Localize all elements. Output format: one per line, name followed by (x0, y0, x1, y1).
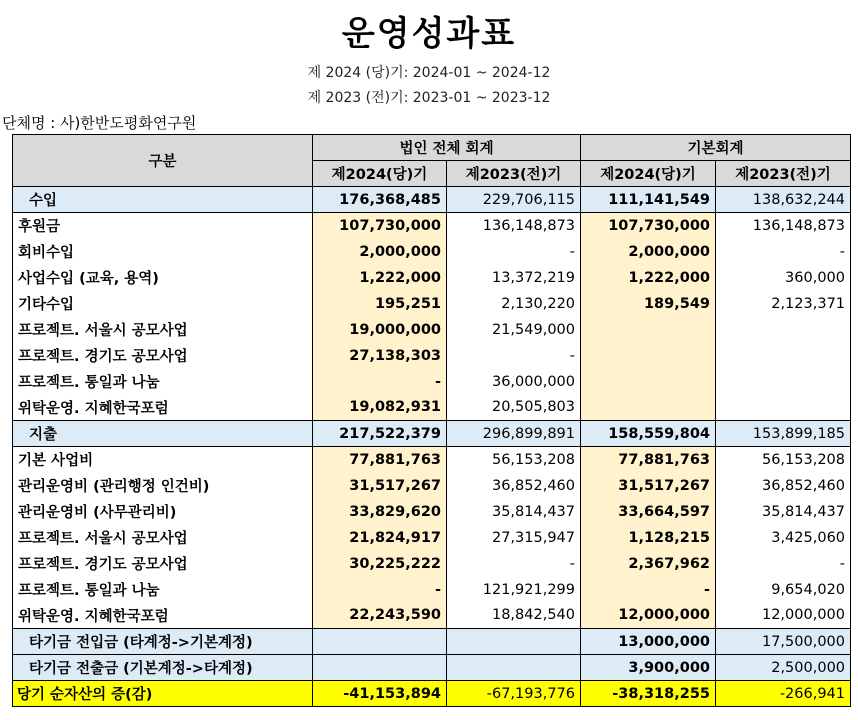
period-current: 제 2024 (당)기: 2024-01 ~ 2024-12 (307, 65, 551, 81)
cell-basic-previous: - (716, 239, 851, 265)
row-label: 프로젝트. 서울시 공모사업 (13, 525, 313, 551)
cell-total-previous: - (447, 343, 581, 369)
cell-total-previous: 296,899,891 (447, 421, 581, 447)
cell-total-previous: 21,549,000 (447, 317, 581, 343)
cell-total-current: 77,881,763 (313, 447, 447, 473)
cell-basic-previous: 153,899,185 (716, 421, 851, 447)
cell-basic-current (581, 395, 716, 421)
cell-total-previous: 36,852,460 (447, 473, 581, 499)
cell-total-current: 30,225,222 (313, 551, 447, 577)
cell-total-current (313, 655, 447, 681)
cell-total-current: 31,517,267 (313, 473, 447, 499)
cell-basic-previous: - (716, 551, 851, 577)
cell-total-previous: 36,000,000 (447, 369, 581, 395)
cell-total-previous: 27,315,947 (447, 525, 581, 551)
cell-total-previous: 35,814,437 (447, 499, 581, 525)
report-title: 운영성과표 (341, 14, 517, 54)
row-label: 위탁운영. 지혜한국포럼 (13, 603, 313, 629)
cell-basic-previous: 56,153,208 (716, 447, 851, 473)
cell-basic-current: -38,318,255 (581, 681, 716, 707)
table-row (13, 395, 851, 421)
table-row (13, 603, 851, 629)
transfer-row (13, 629, 851, 655)
period-previous: 제 2023 (전)기: 2023-01 ~ 2023-12 (307, 90, 551, 106)
cell-basic-previous (716, 343, 851, 369)
cell-total-current: 27,138,303 (313, 343, 447, 369)
header-group-basic: 기본회계 (581, 135, 851, 161)
cell-basic-current: 111,141,549 (581, 187, 716, 213)
row-label: 프로젝트. 통일과 나눔 (13, 369, 313, 395)
cell-total-current: 22,243,590 (313, 603, 447, 629)
operating-results-table (12, 134, 851, 707)
cell-total-previous: - (447, 551, 581, 577)
cell-basic-previous (716, 317, 851, 343)
cell-basic-current: 158,559,804 (581, 421, 716, 447)
row-label: 프로젝트. 경기도 공모사업 (13, 343, 313, 369)
row-label: 프로젝트. 서울시 공모사업 (13, 317, 313, 343)
cell-total-current: 176,368,485 (313, 187, 447, 213)
cell-basic-current: 1,222,000 (581, 265, 716, 291)
cell-basic-previous: 9,654,020 (716, 577, 851, 603)
row-label: 기본 사업비 (13, 447, 313, 473)
row-label: 사업수입 (교육, 용역) (13, 265, 313, 291)
cell-basic-current: 107,730,000 (581, 213, 716, 239)
cell-basic-previous: -266,941 (716, 681, 851, 707)
cell-total-current: 19,082,931 (313, 395, 447, 421)
cell-basic-previous: 136,148,873 (716, 213, 851, 239)
net-change-row (13, 681, 851, 707)
cell-basic-previous: 3,425,060 (716, 525, 851, 551)
section-row (13, 421, 851, 447)
table-row (13, 291, 851, 317)
cell-total-previous: 229,706,115 (447, 187, 581, 213)
cell-basic-current (581, 317, 716, 343)
row-label: 관리운영비 (사무관리비) (13, 499, 313, 525)
cell-basic-current: 12,000,000 (581, 603, 716, 629)
cell-basic-current: 189,549 (581, 291, 716, 317)
cell-total-previous: - (447, 239, 581, 265)
section-row (13, 187, 851, 213)
header-total-previous: 제2023(전)기 (447, 161, 581, 187)
cell-total-previous (447, 629, 581, 655)
organization-name: 단체명 : 사)한반도평화연구원 (2, 114, 197, 132)
row-label: 지출 (13, 421, 313, 447)
table-row (13, 525, 851, 551)
cell-basic-current: 3,900,000 (581, 655, 716, 681)
row-label: 수입 (13, 187, 313, 213)
header-category: 구분 (13, 135, 313, 187)
cell-total-previous: 18,842,540 (447, 603, 581, 629)
row-label: 관리운영비 (관리행정 인건비) (13, 473, 313, 499)
cell-basic-current: 2,000,000 (581, 239, 716, 265)
cell-total-current: 19,000,000 (313, 317, 447, 343)
cell-basic-current: 1,128,215 (581, 525, 716, 551)
row-label: 타기금 전입금 (타계정->기본계정) (13, 629, 313, 655)
table-row (13, 473, 851, 499)
cell-total-previous: 2,130,220 (447, 291, 581, 317)
cell-basic-previous: 35,814,437 (716, 499, 851, 525)
table-row (13, 499, 851, 525)
cell-basic-current: 13,000,000 (581, 629, 716, 655)
cell-basic-current: 33,664,597 (581, 499, 716, 525)
table-row (13, 213, 851, 239)
cell-total-current: 21,824,917 (313, 525, 447, 551)
cell-basic-current: 2,367,962 (581, 551, 716, 577)
cell-total-current (313, 629, 447, 655)
cell-basic-previous (716, 369, 851, 395)
cell-total-current: - (313, 577, 447, 603)
cell-total-previous (447, 655, 581, 681)
cell-basic-previous: 17,500,000 (716, 629, 851, 655)
cell-total-current: - (313, 369, 447, 395)
table-row (13, 343, 851, 369)
cell-basic-previous: 138,632,244 (716, 187, 851, 213)
cell-total-previous: -67,193,776 (447, 681, 581, 707)
table-row (13, 369, 851, 395)
row-label: 기타수입 (13, 291, 313, 317)
cell-total-current: 33,829,620 (313, 499, 447, 525)
header-group-total: 법인 전체 회계 (313, 135, 581, 161)
cell-total-current: -41,153,894 (313, 681, 447, 707)
report-body (13, 187, 851, 707)
table-row (13, 447, 851, 473)
cell-basic-current: 31,517,267 (581, 473, 716, 499)
row-label: 위탁운영. 지혜한국포럼 (13, 395, 313, 421)
cell-total-previous: 121,921,299 (447, 577, 581, 603)
cell-total-current: 107,730,000 (313, 213, 447, 239)
cell-total-previous: 56,153,208 (447, 447, 581, 473)
header-total-current: 제2024(당)기 (313, 161, 447, 187)
table-row (13, 551, 851, 577)
row-label: 프로젝트. 경기도 공모사업 (13, 551, 313, 577)
row-label: 후원금 (13, 213, 313, 239)
header-basic-current: 제2024(당)기 (581, 161, 716, 187)
cell-basic-current: 77,881,763 (581, 447, 716, 473)
table-row (13, 265, 851, 291)
header-basic-previous: 제2023(전)기 (716, 161, 851, 187)
transfer-row (13, 655, 851, 681)
table-row (13, 577, 851, 603)
cell-total-current: 2,000,000 (313, 239, 447, 265)
cell-total-previous: 13,372,219 (447, 265, 581, 291)
cell-total-current: 1,222,000 (313, 265, 447, 291)
cell-total-current: 195,251 (313, 291, 447, 317)
cell-total-current: 217,522,379 (313, 421, 447, 447)
cell-total-previous: 20,505,803 (447, 395, 581, 421)
cell-basic-previous: 36,852,460 (716, 473, 851, 499)
row-label: 타기금 전출금 (기본계정->타계정) (13, 655, 313, 681)
row-label: 당기 순자산의 증(감) (13, 681, 313, 707)
cell-basic-previous: 12,000,000 (716, 603, 851, 629)
table-row (13, 317, 851, 343)
table-row (13, 239, 851, 265)
cell-basic-previous: 2,500,000 (716, 655, 851, 681)
cell-basic-current (581, 369, 716, 395)
cell-basic-previous (716, 395, 851, 421)
cell-basic-previous: 2,123,371 (716, 291, 851, 317)
row-label: 회비수입 (13, 239, 313, 265)
cell-basic-current (581, 343, 716, 369)
row-label: 프로젝트. 통일과 나눔 (13, 577, 313, 603)
cell-basic-current: - (581, 577, 716, 603)
cell-basic-previous: 360,000 (716, 265, 851, 291)
cell-total-previous: 136,148,873 (447, 213, 581, 239)
